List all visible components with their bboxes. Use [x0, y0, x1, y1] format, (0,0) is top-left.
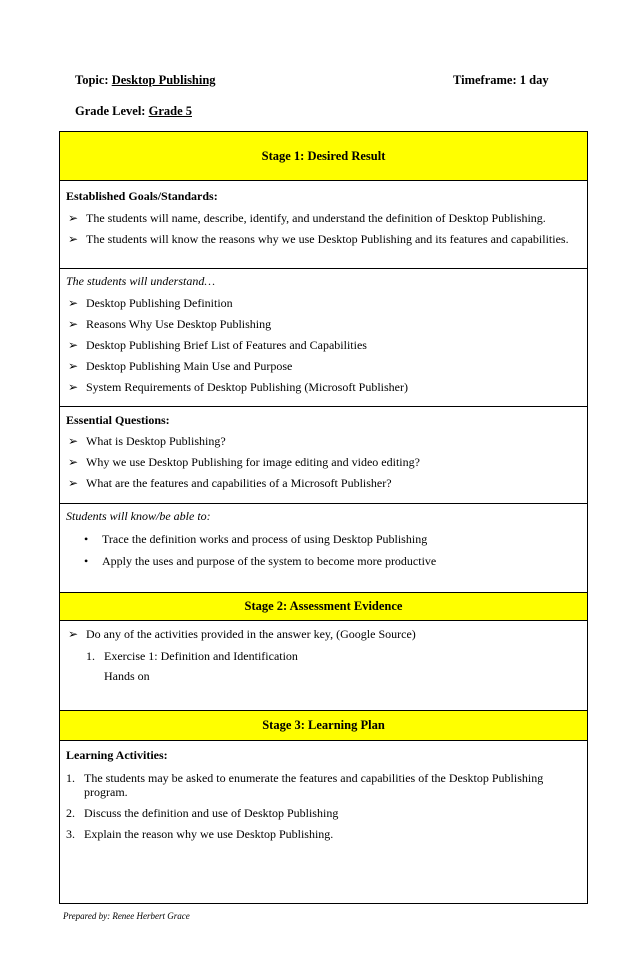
list-item: Hands on	[104, 669, 150, 683]
arrow-bullet-icon: ➢	[68, 627, 79, 641]
bullet-dot-icon: •	[84, 532, 89, 546]
list-item: 2. Discuss the definition and use of Desktop Publishing	[66, 806, 339, 820]
arrow-bullet-icon: ➢	[68, 317, 79, 331]
footer-prepared-by: Prepared by: Renee Herbert Grace	[63, 911, 190, 921]
know-section	[60, 504, 587, 568]
timeframe-line	[453, 73, 549, 88]
list-item: ➢ Desktop Publishing Main Use and Purpose	[68, 359, 293, 373]
stage1-heading: Stage 1: Desired Result	[60, 132, 588, 181]
list-item: • Apply the uses and purpose of the system to become more productive	[84, 554, 437, 568]
arrow-bullet-icon: ➢	[68, 455, 79, 469]
arrow-bullet-icon: ➢	[68, 211, 79, 225]
stage3-heading: Stage 3: Learning Plan	[60, 711, 588, 741]
stage2-heading: Stage 2: Assessment Evidence	[60, 593, 588, 621]
questions-title: Essential Questions:	[66, 413, 170, 427]
list-item: 1. Exercise 1: Definition and Identification	[86, 649, 298, 663]
timeframe-label: Timeframe:	[453, 73, 517, 87]
understand-title: The students will understand…	[66, 274, 216, 288]
list-item: ➢ Reasons Why Use Desktop Publishing	[68, 317, 272, 331]
activities-title: Learning Activities:	[66, 748, 168, 762]
grade-label: Grade Level:	[75, 104, 146, 118]
activities-section	[60, 741, 587, 841]
goals-section	[60, 181, 587, 246]
list-item: ➢ The students will know the reasons why we use Desktop Publishing and its features and capabilities.	[68, 232, 569, 246]
arrow-bullet-icon: ➢	[68, 434, 79, 448]
grade-line	[75, 104, 192, 119]
bullet-dot-icon: •	[84, 554, 89, 568]
understand-section	[60, 269, 587, 394]
arrow-bullet-icon: ➢	[68, 232, 79, 246]
arrow-bullet-icon: ➢	[68, 296, 79, 310]
know-title: Students will know/be able to:	[66, 509, 211, 523]
assessment-section	[60, 621, 587, 683]
goals-title: Established Goals/Standards:	[66, 189, 218, 203]
topic-line	[75, 73, 216, 88]
lesson-plan-table	[59, 131, 588, 904]
arrow-bullet-icon: ➢	[68, 338, 79, 352]
list-item: ➢ What is Desktop Publishing?	[68, 434, 226, 448]
list-item: ➢ Desktop Publishing Definition	[68, 296, 233, 310]
grade-value: Grade 5	[148, 104, 192, 118]
list-item: • Trace the definition works and process of using Desktop Publishing	[84, 532, 428, 546]
list-item: ➢ Why we use Desktop Publishing for image editing and video editing?	[68, 455, 420, 469]
list-item: ➢ System Requirements of Desktop Publishing (Microsoft Publisher)	[68, 380, 408, 394]
list-item: 1. The students may be asked to enumerate the features and capabilities of the Desktop Publishing program.	[66, 771, 544, 799]
arrow-bullet-icon: ➢	[68, 359, 79, 373]
questions-section	[60, 407, 587, 490]
list-item: ➢ The students will name, describe, identify, and understand the definition of Desktop Publishing.	[68, 211, 546, 225]
list-item: 3. Explain the reason why we use Desktop Publishing.	[66, 827, 334, 841]
list-item: ➢ Do any of the activities provided in the answer key, (Google Source)	[68, 627, 416, 641]
list-item: ➢ What are the features and capabilities of a Microsoft Publisher?	[68, 476, 392, 490]
topic-label: Topic:	[75, 73, 109, 87]
timeframe-value: 1 day	[519, 73, 549, 87]
arrow-bullet-icon: ➢	[68, 476, 79, 490]
topic-value: Desktop Publishing	[111, 73, 216, 87]
arrow-bullet-icon: ➢	[68, 380, 79, 394]
list-item: ➢ Desktop Publishing Brief List of Features and Capabilities	[68, 338, 367, 352]
